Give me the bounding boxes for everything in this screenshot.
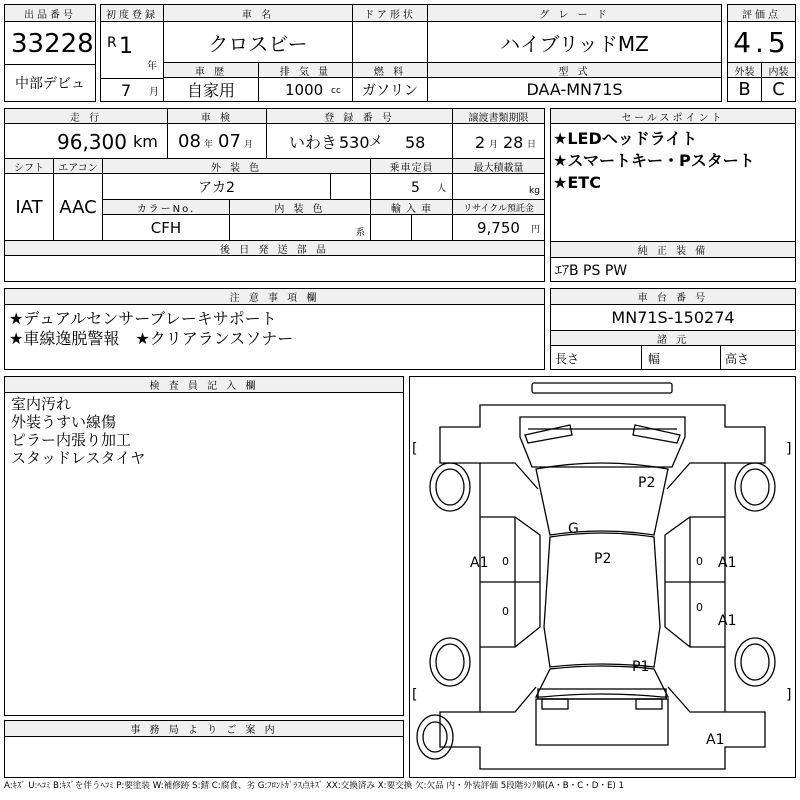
- recycle-unit: 円: [531, 225, 541, 235]
- sales-point-3: ★ETC: [553, 173, 601, 192]
- capacity-label: 乗車定員: [370, 158, 453, 174]
- transfer-label: 譲渡書類期限: [452, 108, 545, 124]
- damage-diagram: [409, 376, 796, 778]
- reg-month-box: [100, 78, 164, 102]
- car-diagram-svg: [410, 377, 795, 777]
- reg-no-num: 58: [405, 133, 426, 152]
- office-box: [4, 736, 404, 778]
- reg-month: 7: [121, 81, 132, 100]
- later-parts-label: 後 日 発 送 部 品: [4, 240, 545, 256]
- rear-hatch-shape: [536, 699, 668, 745]
- fuel-label: 燃 料: [352, 62, 428, 78]
- windshield-shape: [536, 463, 668, 535]
- car-name-label: 車 名: [163, 4, 353, 22]
- wheel-rear-left-rim: [436, 644, 464, 680]
- mark-left-front: A1: [470, 555, 489, 571]
- capacity-box: [370, 173, 453, 200]
- wheel-front-left-rim: [436, 469, 464, 505]
- ext-color-extra: [330, 173, 371, 200]
- lot-no-box: [4, 21, 96, 65]
- bracket-right-bottom: ]: [786, 687, 792, 703]
- displacement-value: 1000: [285, 81, 324, 99]
- score-value: 4.5: [727, 21, 796, 63]
- bracket-right-top: ]: [786, 441, 792, 457]
- right-fender-line: [667, 463, 725, 489]
- displacement-box: [258, 77, 353, 102]
- transfer-month-unit: 月: [489, 140, 499, 150]
- mark-bottom: A1: [706, 732, 725, 748]
- import-box-1: [370, 214, 412, 241]
- genuine-equipment-label: 純 正 装 備: [550, 241, 796, 258]
- ac-value: AAC: [53, 173, 103, 241]
- load-box: [452, 173, 545, 200]
- insp-year: 08: [178, 131, 201, 152]
- recycle-value: 9,750: [477, 219, 520, 237]
- length-box: [550, 345, 642, 370]
- hood-shape: [520, 417, 685, 467]
- mark-windshield: G: [568, 521, 579, 537]
- zero-left-1: 0: [502, 555, 509, 568]
- mark-hood: P2: [638, 475, 656, 491]
- inspection-label: 車 検: [167, 108, 267, 124]
- door-value: [352, 21, 428, 63]
- debut-label: 中部デビュ: [4, 64, 96, 102]
- transfer-month: 2: [475, 133, 486, 152]
- grade-label: グ レ ー ド: [427, 4, 722, 22]
- insp-month-unit: 月: [244, 140, 254, 150]
- zero-right-1: 0: [696, 555, 703, 568]
- transfer-box: [452, 123, 545, 159]
- history-value: 自家用: [163, 77, 259, 102]
- mark-rear-glass: P1: [632, 659, 650, 675]
- displacement-label: 排 気 量: [258, 62, 353, 78]
- inspector-box: [4, 392, 404, 716]
- inspector-line-3: ピラー内張り加工: [11, 431, 132, 449]
- ext-grade-label: 外装: [727, 62, 762, 78]
- sales-point-1: ★LEDヘッドライト: [553, 129, 698, 148]
- car-name: クロスビー: [163, 21, 353, 63]
- ext-color-label: 外 装 色: [102, 158, 371, 174]
- wheel-front-right-rim: [741, 469, 769, 505]
- right-headlight-shape: [633, 425, 680, 443]
- mileage-value: 96,300: [57, 130, 127, 154]
- body-outline: [440, 405, 765, 769]
- bracket-left-bottom: [: [412, 687, 418, 703]
- sales-point-2: ★スマートキー・Pスタート: [553, 151, 755, 170]
- transfer-day: 28: [503, 133, 524, 152]
- import-label: 輸 入 車: [370, 199, 453, 215]
- mileage-unit: km: [133, 132, 158, 151]
- first-reg-label: 初度登録: [100, 4, 164, 22]
- left-rear-fender-line: [480, 687, 536, 712]
- transfer-day-unit: 日: [527, 140, 537, 150]
- left-fender-line: [480, 463, 538, 489]
- int-color-unit: 系: [356, 228, 366, 238]
- genuine-equipment-box: [550, 257, 796, 282]
- notes-line-2: ★車線逸脱警報 ★クリアランスソナー: [9, 329, 294, 348]
- inspector-line-2: 外装うすい線傷: [11, 413, 117, 431]
- mileage-box: [4, 123, 168, 159]
- history-label: 車 歴: [163, 62, 259, 78]
- right-rear-fender-line: [668, 687, 725, 712]
- recycle-label: リサイクル預託金: [452, 199, 545, 215]
- model-label: 型 式: [427, 62, 722, 78]
- int-color-box: [229, 214, 371, 241]
- insp-year-unit: 年: [204, 140, 214, 150]
- mark-right-rear: A1: [718, 613, 737, 629]
- width-box: [641, 345, 721, 370]
- fuel-value: ガソリン: [352, 77, 428, 102]
- lot-no-label: 出品番号: [4, 4, 96, 22]
- rear-lamp-left: [542, 699, 568, 709]
- door-label: ドア形状: [352, 4, 428, 22]
- ac-label: エアコン: [53, 158, 103, 174]
- mark-roof: P2: [594, 551, 612, 567]
- inspector-line-1: 室内汚れ: [11, 395, 72, 413]
- sales-points-box: [550, 123, 796, 242]
- shift-label: シフト: [4, 158, 54, 174]
- mark-right-front: A1: [718, 555, 737, 571]
- reg-no-label: 登 録 番 号: [266, 108, 453, 124]
- month-unit: 月: [149, 87, 159, 98]
- import-box-2: [411, 214, 453, 241]
- int-color-label: 内 装 色: [229, 199, 371, 215]
- zero-left-2: 0: [502, 605, 509, 618]
- notes-box: [4, 304, 545, 370]
- inspector-line-4: スタッドレスタイヤ: [11, 449, 146, 467]
- width-label: 幅: [648, 352, 661, 366]
- sales-points-label: セールスポイント: [550, 108, 796, 124]
- ext-grade: B: [727, 77, 762, 102]
- load-label: 最大積載量: [452, 158, 545, 174]
- recycle-box: [452, 214, 545, 241]
- mileage-label: 走 行: [4, 108, 168, 124]
- capacity-value: 5: [411, 180, 420, 196]
- bracket-left-top: [: [412, 441, 418, 457]
- height-box: [720, 345, 796, 370]
- reg-no-box: [266, 123, 453, 159]
- length-label: 長さ: [555, 352, 580, 366]
- displacement-unit: cc: [331, 86, 341, 96]
- zero-right-2: 0: [696, 601, 703, 614]
- color-no-label: カラーNo.: [102, 199, 230, 215]
- model-value: DAA-MN71S: [427, 77, 722, 102]
- chassis-label: 車 台 番 号: [550, 288, 796, 305]
- capacity-unit: 人: [437, 184, 447, 194]
- height-label: 高さ: [725, 352, 750, 366]
- score-label: 評価点: [727, 4, 796, 22]
- reg-year: 1: [119, 34, 133, 59]
- int-grade-label: 内装: [761, 62, 796, 78]
- specs-label: 諸 元: [550, 330, 796, 346]
- inspector-label: 検 査 員 記 入 欄: [4, 376, 404, 393]
- later-parts-box: [4, 255, 545, 282]
- insp-month: 07: [218, 131, 241, 152]
- era: R: [107, 35, 117, 51]
- left-headlight-shape: [525, 425, 572, 443]
- chassis-value: MN71S-150274: [550, 304, 796, 331]
- shift-value: IAT: [4, 173, 54, 241]
- rear-lamp-right: [636, 699, 662, 709]
- reg-no-kana: メ: [369, 134, 383, 150]
- ext-color-value: アカ2: [102, 173, 331, 200]
- office-label: 事 務 局 よ り ご 案 内: [4, 720, 404, 737]
- year-unit: 年: [147, 61, 157, 72]
- front-bumper-shape: [532, 383, 672, 393]
- legend-text: A:ｷｽﾞ U:ﾍｺﾐ B:ｷｽﾞを伴うﾍｺﾐ P:要塗装 W:補修跡 S:錆 C:腐食、劣 G:ﾌﾛﾝﾄｶﾞﾗｽ点ｷｽﾞ XX:交換済み X:要交換 欠:欠品 内・外装評価 5段階ﾗﾝｸ順(A・B・C・D・E) 1: [4, 781, 624, 791]
- spare-wheel-rim: [423, 722, 447, 752]
- inspection-box: [167, 123, 267, 159]
- genuine-equipment-value: ｴｱB PS PW: [555, 263, 628, 279]
- color-no-value: CFH: [102, 214, 230, 241]
- reg-no-area: いわき: [289, 133, 338, 152]
- lot-no: 33228: [11, 29, 94, 59]
- load-unit: kg: [529, 186, 540, 196]
- first-reg-box: [100, 21, 164, 79]
- int-grade: C: [761, 77, 796, 102]
- grade-value: ハイブリッドMZ: [427, 21, 722, 63]
- notes-line-1: ★デュアルセンサーブレーキサポート: [9, 309, 277, 328]
- wheel-rear-right-rim: [741, 644, 769, 680]
- reg-no-class: 530: [339, 133, 370, 152]
- notes-label: 注 意 事 項 欄: [4, 288, 545, 305]
